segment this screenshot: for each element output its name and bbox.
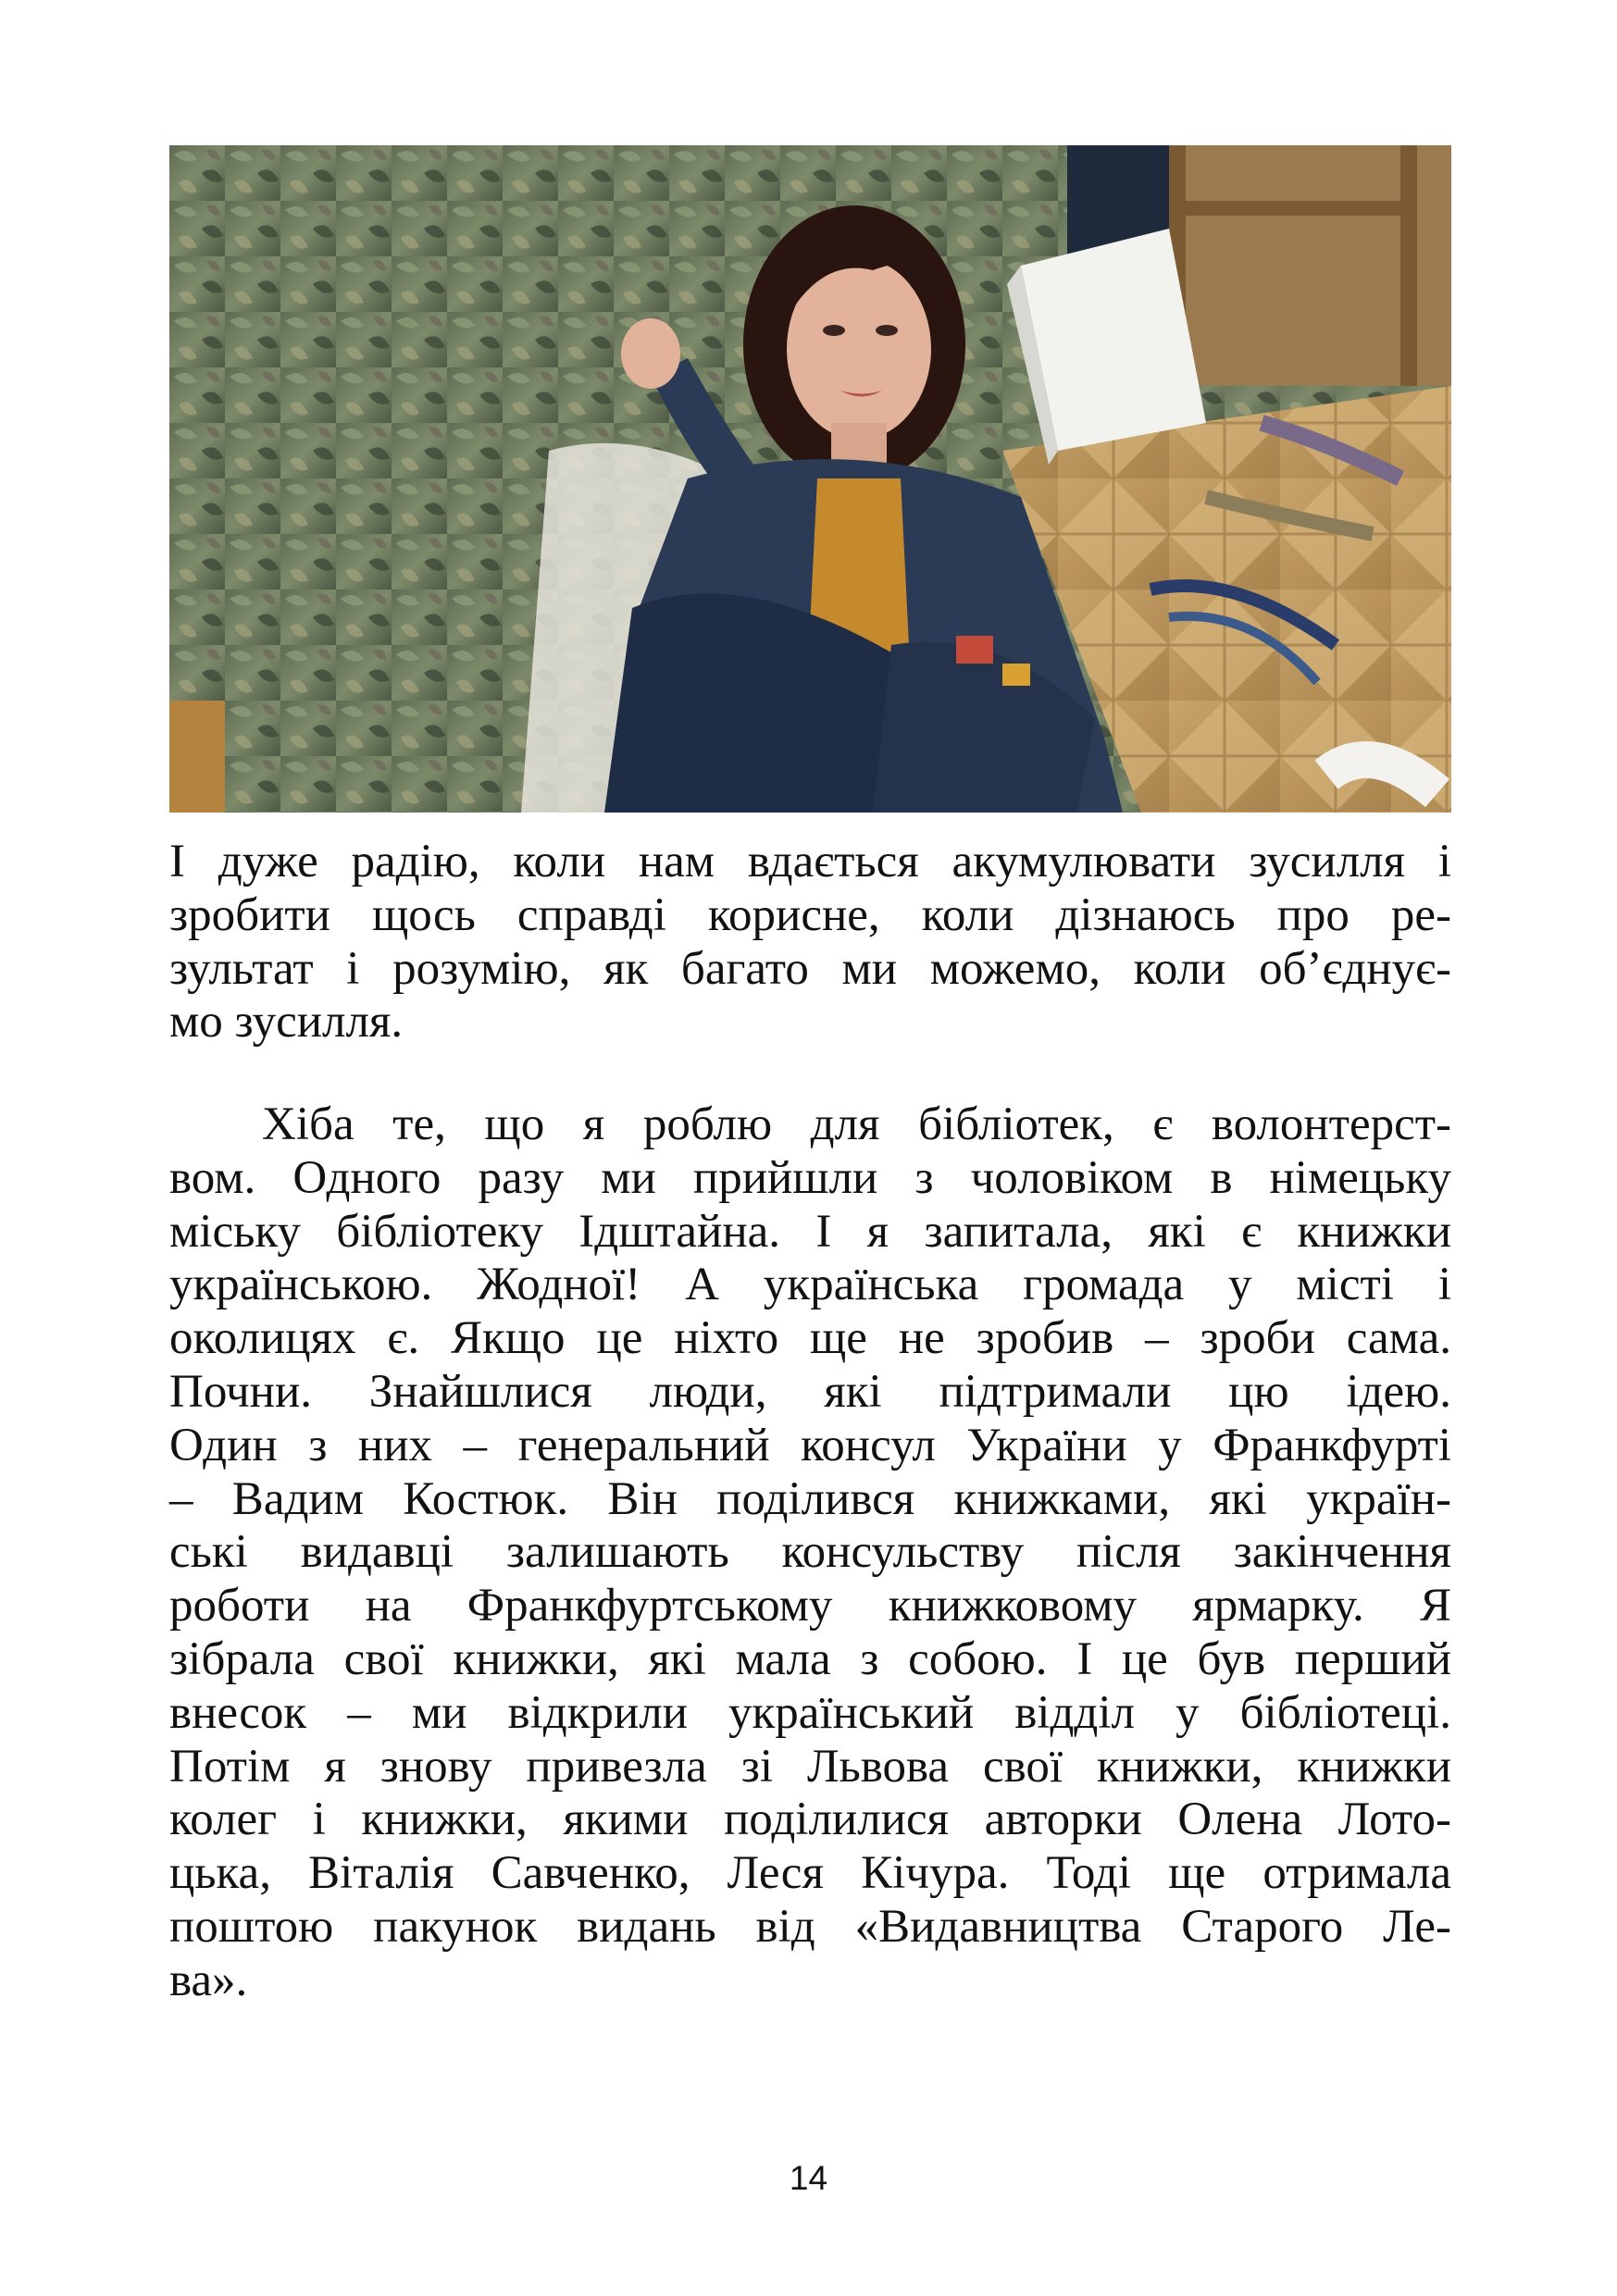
text-line: зібрала свої книжки, які мала з собою. І це був перший (169, 1632, 1451, 1685)
text-line: цька, Віталія Савченко, Леся Кічура. Тоді ще отримала (169, 1847, 1451, 1900)
text-line: колег і книжки, якими поділилися авторки Олена Лото- (169, 1793, 1451, 1846)
text-line: вом. Одного разу ми прийшли з чоловіком в німецьку (169, 1151, 1451, 1204)
photograph (169, 145, 1451, 813)
text-line: ва». (169, 1954, 248, 2006)
text-line: зультат і розумію, як багато ми можемо, коли об’єднує- (169, 942, 1451, 995)
paragraph-2 (169, 1098, 1451, 2008)
text-line: Хіба те, що я роблю для бібліотек, є волонтерст- (262, 1098, 1451, 1150)
text-line: ські видавці залишають консульству після закінчення (169, 1526, 1451, 1579)
text-line: Почни. Знайшлися люди, які підтримали цю ідею. (169, 1365, 1451, 1418)
text-line: українською. Жодної! А українська громада у місті і (169, 1259, 1451, 1311)
page-number: 14 (789, 2159, 828, 2197)
text-line: міську бібліотеку Ідштайна. І я запитала, які є книжки (169, 1205, 1451, 1258)
text-line: роботи на Франкфуртському книжковому ярмарку. Я (169, 1580, 1451, 1632)
text-line: – Вадим Костюк. Він поділився книжками, які україн- (169, 1472, 1451, 1525)
text-line: мо зусилля. (169, 996, 404, 1049)
text-line: І дуже радію, коли нам вдається акумулювати зусилля і (169, 836, 1451, 887)
text-line: поштою пакунок видань від «Видавництва Старого Ле- (169, 1900, 1451, 1953)
text-line: Один з них – генеральний консул України у Франкфурті (169, 1419, 1451, 1471)
text-line: внесок – ми відкрили український відділ у бібліотеці. (169, 1686, 1451, 1739)
text-line: зробити щось справді корисне, коли дізнаюсь про ре- (169, 888, 1451, 941)
text-line: Потім я знову привезла зі Львова свої книжки, книжки (169, 1740, 1451, 1793)
text-line: околицях є. Якщо це ніхто ще не зробив – зроби сама. (169, 1312, 1451, 1365)
paragraph-1 (169, 836, 1451, 1049)
